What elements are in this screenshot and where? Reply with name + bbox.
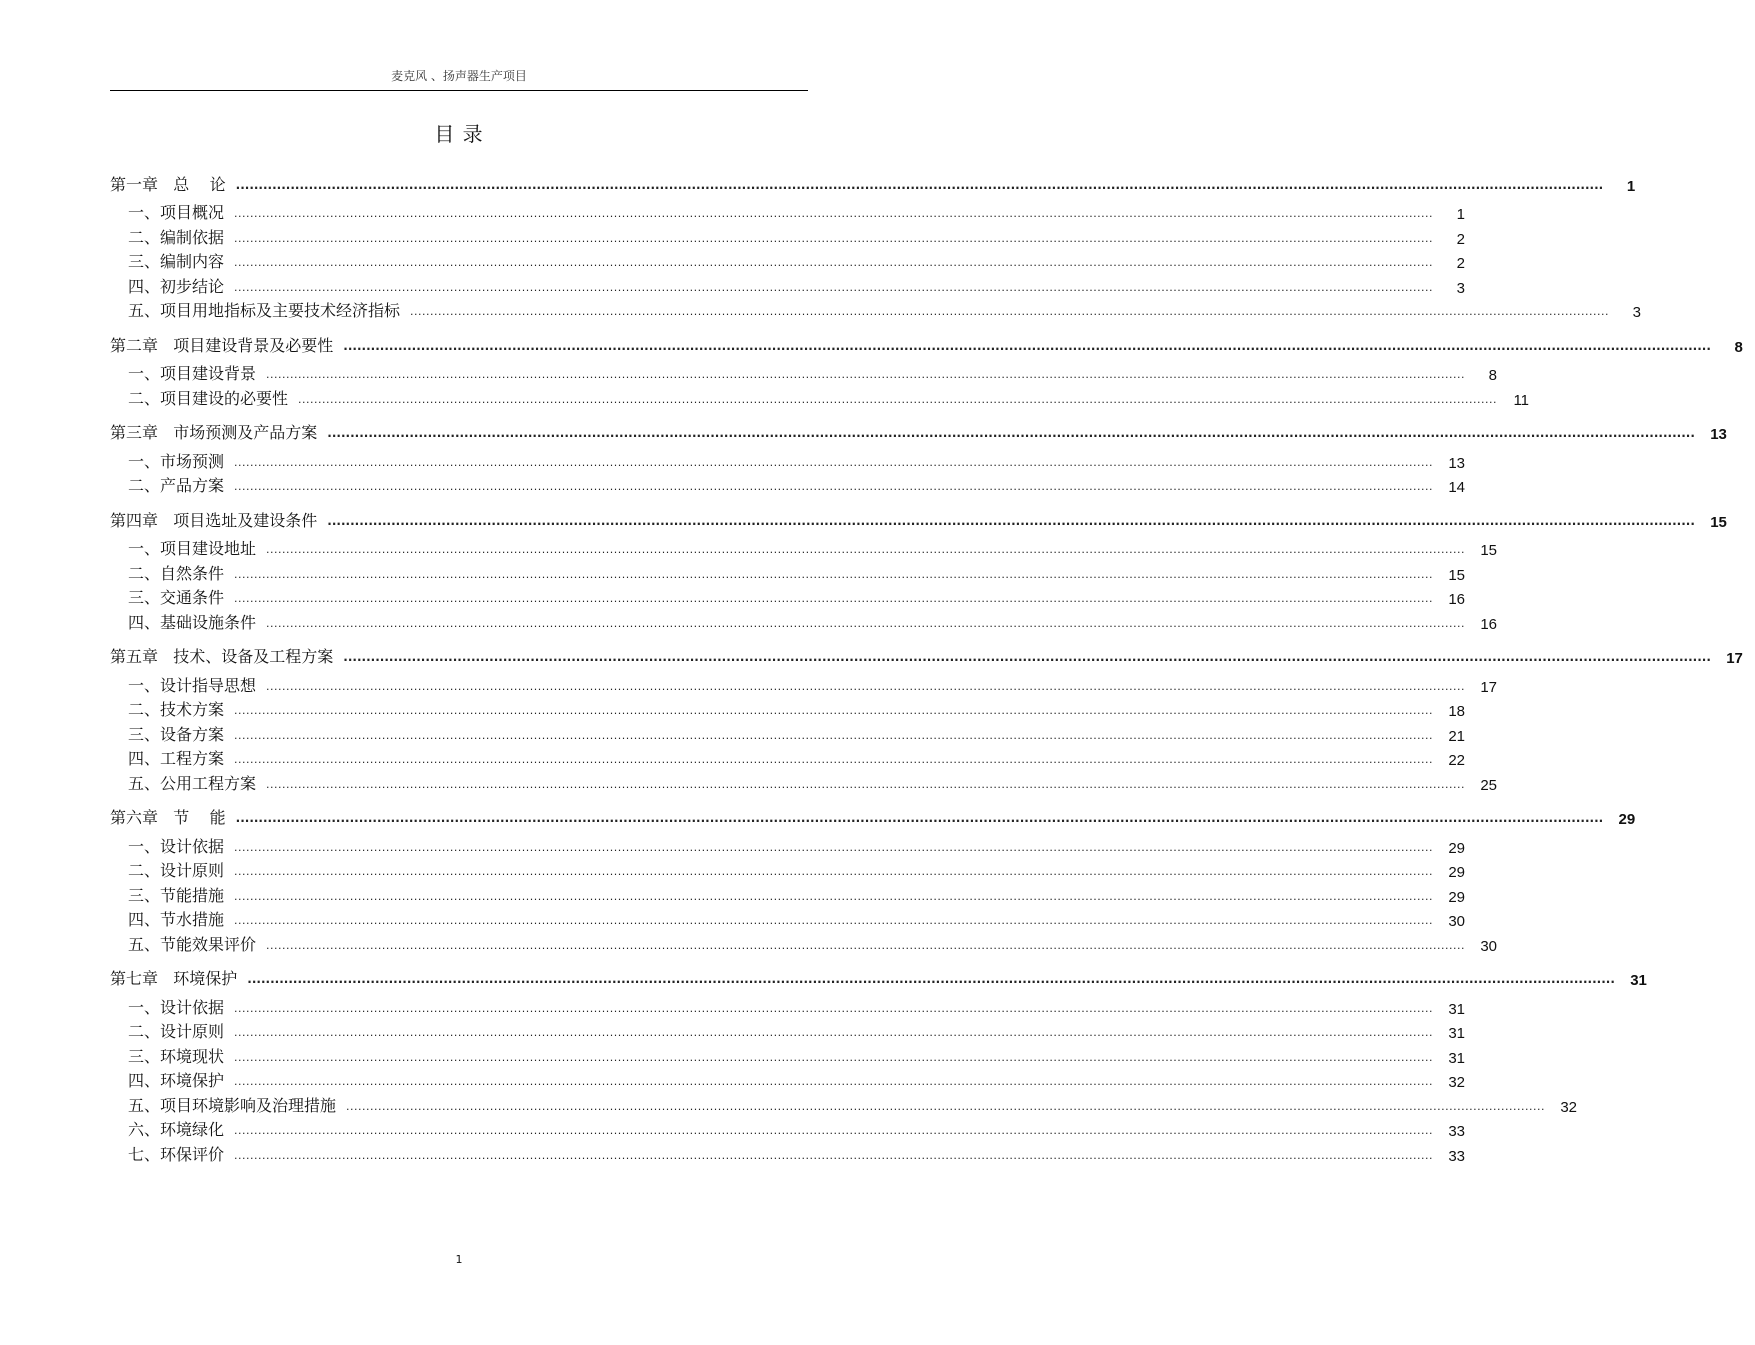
toc-entry-title: 项目建设背景及必要性 (173, 335, 334, 355)
toc-entry-title: 自然条件 (160, 563, 225, 583)
toc-chapter-entry[interactable] (110, 170, 1636, 195)
toc-entry-number: 三、 (128, 1046, 161, 1066)
dot-leader: ............................................................................................................................................................................................................................................................................................................ (266, 543, 1466, 556)
dot-leader: ............................................................................................................................................................................................................................................................................................................ (234, 1075, 1434, 1088)
toc-entry-number: 五、 (128, 773, 161, 793)
toc-entry-title: 技术、设备及工程方案 (173, 647, 334, 666)
toc-entry-number: 三、 (128, 724, 161, 744)
dot-leader: ............................................................................................................................................................................................................................................................................................................ (247, 972, 1615, 986)
toc-entry-number: 一、 (128, 836, 161, 856)
dot-leader: ............................................................................................................................................................................................................................................................................................................ (327, 513, 1695, 528)
toc-entry-page: 15 (1480, 542, 1498, 559)
dot-leader: ............................................................................................................................................................................................................................................................................................................ (234, 256, 1434, 269)
toc-entry-page: 13 (1710, 426, 1727, 443)
toc-entry-title: 项目概况 (160, 203, 225, 222)
toc-section-entry[interactable] (110, 1091, 1578, 1116)
toc-section-entry[interactable] (110, 447, 1466, 472)
toc-section-entry[interactable] (110, 1140, 1466, 1165)
toc-entry-page: 29 (1618, 811, 1636, 828)
toc-entry-number: 第五章 (110, 647, 159, 666)
toc-entry-title: 设计原则 (160, 1022, 225, 1041)
toc-section-entry[interactable] (110, 1018, 1466, 1043)
toc-entry-page: 15 (1448, 566, 1466, 584)
toc-section-entry[interactable] (110, 1042, 1466, 1067)
toc-entry-number: 四、 (128, 910, 161, 929)
toc-entry-number: 四、 (128, 612, 161, 632)
dot-leader: ............................................................................................................................................................................................................................................................................................................ (266, 616, 1466, 630)
toc-entry-number: 五、 (128, 301, 161, 320)
dot-leader: ............................................................................................................................................................................................................................................................................................................ (346, 1099, 1546, 1113)
dot-leader: ............................................................................................................................................................................................................................................................................................................ (266, 679, 1466, 693)
toc-entry-number: 五、 (128, 934, 161, 954)
toc-entry-title: 公用工程方案 (160, 773, 257, 793)
toc-section-entry[interactable] (110, 535, 1498, 560)
toc-section-entry[interactable] (110, 360, 1498, 385)
toc-entry-title: 市场预测 (160, 451, 225, 471)
toc-entry-page: 30 (1448, 913, 1466, 930)
dot-leader: ............................................................................................................................................................................................................................................................................................................ (234, 914, 1434, 927)
toc-entry-page: 17 (1726, 650, 1743, 667)
toc-entry-page: 2 (1456, 230, 1466, 248)
toc-entry-page: 1 (1626, 177, 1636, 195)
dot-leader: ............................................................................................................................................................................................................................................................................................................ (234, 753, 1434, 766)
toc-entry-page: 33 (1448, 1123, 1466, 1140)
toc-entry-number: 二、 (128, 388, 161, 408)
toc-entry-title: 项目选址及建设条件 (173, 510, 318, 530)
toc-chapter-entry[interactable] (110, 804, 1636, 829)
toc-section-entry[interactable] (110, 608, 1498, 633)
toc-entry-title: 项目环境影响及治理措施 (160, 1095, 337, 1115)
toc-chapter-entry[interactable] (110, 506, 1727, 531)
toc-section-entry[interactable] (110, 559, 1466, 584)
toc-entry-number: 四、 (128, 276, 161, 296)
toc-section-entry[interactable] (110, 930, 1498, 955)
dot-leader: ............................................................................................................................................................................................................................................................................................................ (266, 368, 1466, 381)
dot-leader: ............................................................................................................................................................................................................................................................................................................ (234, 592, 1434, 605)
toc-entry-title: 初步结论 (160, 276, 225, 296)
toc-entry-title: 环境保护 (160, 1071, 225, 1090)
dot-leader: ............................................................................................................................................................................................................................................................................................................ (234, 567, 1434, 581)
toc-section-entry[interactable] (110, 584, 1466, 609)
dot-leader: ............................................................................................................................................................................................................................................................................................................ (234, 840, 1434, 854)
toc-entry-title: 环境保护 (173, 969, 238, 988)
toc-entry-number: 第二章 (110, 335, 159, 355)
toc-entry-title: 工程方案 (160, 749, 225, 768)
toc-entry-number: 二、 (128, 861, 161, 880)
toc-section-entry[interactable] (110, 857, 1466, 882)
dot-leader: ............................................................................................................................................................................................................................................................................................................ (234, 1124, 1434, 1137)
dot-leader: ............................................................................................................................................................................................................................................................................................................ (234, 207, 1434, 220)
toc-entry-title: 节能措施 (160, 885, 225, 905)
toc-entry-page: 14 (1448, 479, 1466, 496)
dot-leader: ............................................................................................................................................................................................................................................................................................................ (298, 392, 1498, 406)
toc-entry-page: 29 (1448, 888, 1466, 906)
toc-section-entry[interactable] (110, 384, 1530, 409)
toc-entry-page: 1 (1456, 206, 1466, 223)
toc-entry-number: 第三章 (110, 423, 159, 442)
toc-entry-page: 17 (1480, 678, 1498, 696)
toc-entry-page: 8 (1734, 338, 1743, 356)
dot-leader: ............................................................................................................................................................................................................................................................................................................ (266, 938, 1466, 952)
dot-leader: ............................................................................................................................................................................................................................................................................................................ (234, 889, 1434, 903)
toc-section-entry[interactable] (110, 696, 1466, 721)
toc-entry-title: 节 能 (173, 808, 226, 827)
dot-leader: ............................................................................................................................................................................................................................................................................................................ (234, 280, 1434, 294)
toc-entry-number: 三、 (128, 588, 161, 607)
toc-entry-page: 2 (1456, 255, 1466, 272)
toc-entry-page: 18 (1448, 703, 1466, 720)
toc-section-entry[interactable] (110, 671, 1498, 696)
toc-entry-title: 环境绿化 (160, 1120, 225, 1139)
toc-entry-page: 11 (1513, 391, 1530, 409)
toc-entry-page: 21 (1448, 727, 1466, 745)
toc-entry-number: 第一章 (110, 174, 159, 194)
toc-section-entry[interactable] (110, 248, 1466, 273)
table-of-contents (110, 170, 1743, 1165)
toc-entry-page: 30 (1480, 937, 1498, 955)
toc-entry-page: 32 (1448, 1074, 1466, 1091)
dot-leader: ............................................................................................................................................................................................................................................................................................................ (234, 1148, 1434, 1162)
toc-entry-number: 一、 (128, 364, 161, 383)
toc-entry-title: 项目建设的必要性 (160, 388, 289, 408)
toc-section-entry[interactable] (110, 832, 1466, 857)
dot-leader: ............................................................................................................................................................................................................................................................................................................ (234, 865, 1434, 878)
toc-entry-title: 设计指导思想 (160, 675, 257, 695)
toc-section-entry[interactable] (110, 745, 1466, 770)
toc-section-entry[interactable] (110, 769, 1498, 794)
toc-chapter-entry[interactable] (110, 965, 1647, 990)
dot-leader: ............................................................................................................................................................................................................................................................................................................ (234, 728, 1434, 742)
toc-section-entry[interactable] (110, 906, 1466, 931)
toc-entry-number: 二、 (128, 563, 161, 583)
toc-entry-page: 15 (1710, 513, 1727, 531)
toc-entry-page: 32 (1560, 1098, 1578, 1116)
toc-section-entry[interactable] (110, 199, 1466, 224)
toc-entry-title: 设备方案 (160, 724, 225, 744)
toc-entry-page: 16 (1448, 591, 1466, 608)
dot-leader: ............................................................................................................................................................................................................................................................................................................ (234, 480, 1434, 493)
toc-entry-number: 一、 (128, 539, 161, 558)
dot-leader: ............................................................................................................................................................................................................................................................................................................ (234, 1026, 1434, 1039)
toc-entry-number: 四、 (128, 749, 161, 768)
dot-leader: ............................................................................................................................................................................................................................................................................................................ (327, 426, 1695, 440)
toc-entry-page: 29 (1448, 864, 1466, 881)
toc-entry-page: 22 (1448, 752, 1466, 769)
toc-entry-number: 三、 (128, 885, 161, 905)
toc-section-entry[interactable] (110, 1067, 1466, 1092)
toc-entry-number: 五、 (128, 1095, 161, 1115)
toc-entry-page: 31 (1448, 1000, 1466, 1018)
toc-chapter-entry[interactable] (110, 331, 1743, 356)
toc-entry-title: 设计依据 (160, 997, 225, 1017)
toc-entry-title: 产品方案 (160, 476, 225, 495)
toc-entry-page: 31 (1448, 1025, 1466, 1042)
toc-entry-title: 总 论 (173, 174, 226, 194)
toc-section-entry[interactable] (110, 993, 1466, 1018)
toc-entry-title: 设计依据 (160, 836, 225, 856)
toc-section-entry[interactable] (110, 881, 1466, 906)
toc-section-entry[interactable] (110, 720, 1466, 745)
toc-entry-number: 二、 (128, 476, 161, 495)
toc-entry-title: 交通条件 (160, 588, 225, 607)
toc-chapter-entry[interactable] (110, 643, 1743, 668)
toc-chapter-entry[interactable] (110, 419, 1727, 444)
toc-entry-page: 3 (1632, 304, 1642, 321)
header-rule (110, 90, 808, 91)
toc-entry-title: 节水措施 (160, 910, 225, 929)
dot-leader: ............................................................................................................................................................................................................................................................................................................ (343, 338, 1711, 353)
page-number: 1 (455, 1253, 463, 1266)
toc-entry-number: 三、 (128, 252, 161, 271)
dot-leader: ............................................................................................................................................................................................................................................................................................................ (235, 811, 1604, 825)
dot-leader: ............................................................................................................................................................................................................................................................................................................ (235, 177, 1604, 192)
toc-entry-page: 31 (1630, 972, 1647, 989)
toc-entry-page: 13 (1448, 454, 1466, 472)
toc-entry-number: 二、 (128, 700, 161, 719)
dot-leader: ............................................................................................................................................................................................................................................................................................................ (343, 650, 1711, 664)
toc-entry-number: 一、 (128, 203, 161, 222)
toc-entry-title: 编制内容 (160, 252, 225, 271)
toc-entry-number: 一、 (128, 997, 161, 1017)
dot-leader: ............................................................................................................................................................................................................................................................................................................ (410, 305, 1610, 318)
toc-section-entry[interactable] (110, 272, 1466, 297)
toc-entry-title: 节能效果评价 (160, 934, 257, 954)
toc-entry-title: 环境现状 (160, 1046, 225, 1066)
toc-entry-number: 第六章 (110, 808, 159, 827)
toc-entry-number: 一、 (128, 451, 161, 471)
toc-entry-number: 二、 (128, 1022, 161, 1041)
toc-entry-title: 项目建设背景 (160, 364, 257, 383)
document-title: 目 录 (434, 122, 484, 146)
toc-entry-title: 项目建设地址 (160, 539, 257, 558)
dot-leader: ............................................................................................................................................................................................................................................................................................................ (266, 777, 1466, 791)
dot-leader: ............................................................................................................................................................................................................................................................................................................ (234, 1050, 1434, 1064)
toc-entry-number: 二、 (128, 227, 161, 247)
dot-leader: ............................................................................................................................................................................................................................................................................................................ (234, 704, 1434, 717)
toc-entry-page: 25 (1480, 776, 1498, 794)
toc-entry-page: 31 (1448, 1049, 1466, 1067)
toc-section-entry[interactable] (110, 1116, 1466, 1141)
toc-entry-title: 技术方案 (160, 700, 225, 719)
toc-entry-number: 一、 (128, 675, 161, 695)
toc-entry-title: 设计原则 (160, 861, 225, 880)
dot-leader: ............................................................................................................................................................................................................................................................................................................ (234, 231, 1434, 245)
toc-entry-title: 编制依据 (160, 227, 225, 247)
toc-section-entry[interactable] (110, 223, 1466, 248)
toc-entry-title: 基础设施条件 (160, 612, 257, 632)
toc-entry-number: 七、 (128, 1144, 161, 1164)
running-header: 麦克风 、扬声器生产项目 (391, 69, 527, 83)
toc-entry-page: 16 (1480, 615, 1498, 633)
dot-leader: ............................................................................................................................................................................................................................................................................................................ (234, 455, 1434, 469)
dot-leader: ............................................................................................................................................................................................................................................................................................................ (234, 1001, 1434, 1015)
toc-entry-number: 六、 (128, 1120, 161, 1139)
toc-entry-page: 3 (1456, 279, 1466, 297)
toc-entry-number: 第四章 (110, 510, 159, 530)
toc-entry-title: 项目用地指标及主要技术经济指标 (160, 301, 401, 320)
toc-entry-page: 8 (1488, 367, 1498, 384)
toc-entry-number: 第七章 (110, 969, 159, 988)
toc-section-entry[interactable] (110, 297, 1642, 322)
toc-entry-page: 33 (1448, 1147, 1466, 1165)
toc-entry-title: 市场预测及产品方案 (173, 423, 318, 442)
toc-entry-page: 29 (1448, 839, 1466, 857)
toc-entry-title: 环保评价 (160, 1144, 225, 1164)
toc-section-entry[interactable] (110, 472, 1466, 497)
toc-entry-number: 四、 (128, 1071, 161, 1090)
